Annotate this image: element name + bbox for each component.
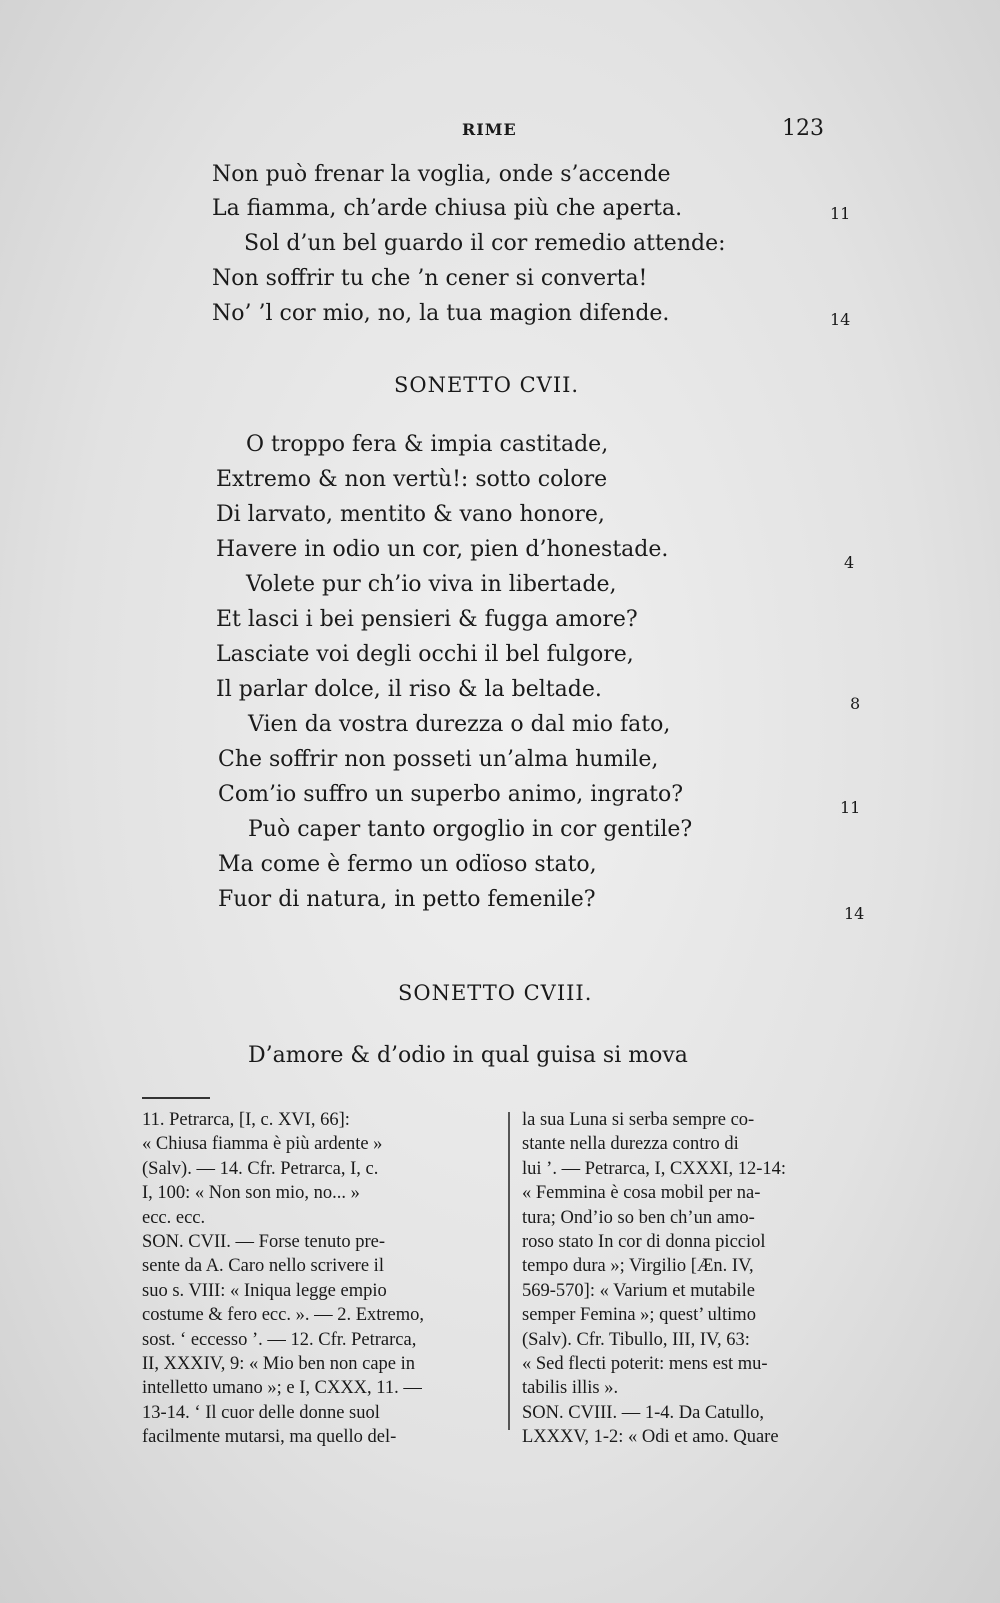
poem-line: Et lasci i bei pensieri & fugga amore? (216, 607, 638, 632)
footnote-line: « Chiusa fiamma è più ardente » (142, 1134, 383, 1155)
footnote-line: SON. CVII. — Forse tenuto pre- (142, 1232, 386, 1253)
poem-line: Extremo & non vertù!: sotto colore (216, 467, 608, 492)
poem-line: Lasciate voi degli occhi il bel fulgore, (216, 642, 634, 667)
poem-line: No’ ’l cor mio, no, la tua magion difende. (212, 301, 670, 326)
footnote-line: (Salv). — 14. Cfr. Petrarca, I, c. (142, 1158, 379, 1179)
footnote-line: LXXXV, 1-2: « Odi et amo. Quare (522, 1427, 779, 1448)
footnote-line: II, XXXIV, 9: « Mio ben non cape in (142, 1354, 416, 1375)
footnote-line: la sua Luna si serba sempre co- (522, 1110, 755, 1130)
footnote-line: SON. CVIII. — 1-4. Da Catullo, (522, 1402, 765, 1423)
poem-line: Non può frenar la voglia, onde s’accende (212, 162, 671, 187)
poem-line: Può caper tanto orgoglio in cor gentile? (248, 817, 693, 842)
poem-line: D’amore & d’odio in qual guisa si mova (248, 1043, 688, 1068)
poem-line: Di larvato, mentito & vano honore, (216, 502, 605, 527)
footnote-line: 569-570]: « Varium et mutabile (522, 1280, 755, 1301)
page-number: 123 (782, 116, 824, 141)
footnotes-right-column (522, 1108, 874, 1450)
section-title: SONETTO CVII. (394, 373, 580, 397)
section-title: SONETTO CVIII. (398, 981, 593, 1005)
footnote-line: ecc. ecc. (142, 1207, 206, 1228)
footnote-line: tabilis illis ». (522, 1378, 619, 1399)
footnote-line: 13-14. ‘ Il cuor delle donne suol (142, 1402, 380, 1423)
running-header: RIME (462, 120, 517, 139)
poem-line: O troppo fera & impia castitade, (246, 432, 609, 457)
footnote-line: costume & fero ecc. ». — 2. Extremo, (142, 1305, 425, 1326)
footnote-line: sost. ‘ eccesso ’. — 12. Cfr. Petrarca, (142, 1329, 417, 1350)
footnote-line: « Sed flecti poterit: mens est mu- (522, 1354, 768, 1375)
poem-line: Com’io suffro un superbo animo, ingrato? (218, 782, 683, 807)
footnote-line: I, 100: « Non son mio, no... » (142, 1183, 360, 1204)
footnote-line: facilmente mutarsi, ma quello del- (142, 1427, 397, 1448)
footnote-line: 11. Petrarca, [I, c. XVI, 66]: (142, 1110, 350, 1130)
poem-line: Volete pur ch’io viva in libertade, (246, 572, 617, 597)
line-number: 14 (844, 904, 865, 923)
poem-line: Ma come è fermo un odïoso stato, (218, 852, 597, 877)
footnotes-left-column (142, 1108, 496, 1450)
footnote-line: tura; Ond’io so ben ch’un amo- (522, 1207, 755, 1228)
column-divider (508, 1112, 510, 1430)
footnote-line: lui ’. — Petrarca, I, CXXXI, 12-14: (522, 1158, 787, 1179)
poem-line: La fiamma, ch’arde chiusa più che aperta. (212, 196, 683, 221)
footnote-divider (142, 1097, 210, 1099)
line-number: 11 (840, 798, 861, 817)
footnote-line: tempo dura »; Virgilio [Æn. IV, (522, 1256, 754, 1277)
footnote-line: intelletto umano »; e I, CXXX, 11. — (142, 1378, 422, 1399)
line-number: 8 (850, 694, 861, 713)
poem-line: Sol d’un bel guardo il cor remedio attende: (244, 231, 726, 256)
footnote-line: (Salv). Cfr. Tibullo, III, IV, 63: (522, 1329, 750, 1350)
poem-line: Fuor di natura, in petto femenile? (218, 887, 596, 912)
line-number: 14 (830, 310, 851, 329)
footnote-line: stante nella durezza contro di (522, 1134, 739, 1155)
poem-line: Che soffrir non posseti un’alma humile, (218, 747, 659, 772)
footnote-line: semper Femina »; quest’ ultimo (522, 1305, 756, 1326)
line-number: 4 (844, 553, 855, 572)
line-number: 11 (830, 204, 851, 223)
footnote-line: sente da A. Caro nello scrivere il (142, 1256, 384, 1277)
poem-line: Il parlar dolce, il riso & la beltade. (216, 677, 602, 702)
poem-line: Non soffrir tu che ’n cener si converta! (212, 266, 648, 291)
poem-line: Havere in odio un cor, pien d’honestade. (216, 537, 669, 562)
footnote-line: roso stato In cor di donna picciol (522, 1232, 766, 1253)
poem-line: Vien da vostra durezza o dal mio fato, (248, 712, 671, 737)
footnote-line: « Femmina è cosa mobil per na- (522, 1183, 761, 1204)
footnote-line: suo s. VIII: « Iniqua legge empio (142, 1280, 387, 1301)
